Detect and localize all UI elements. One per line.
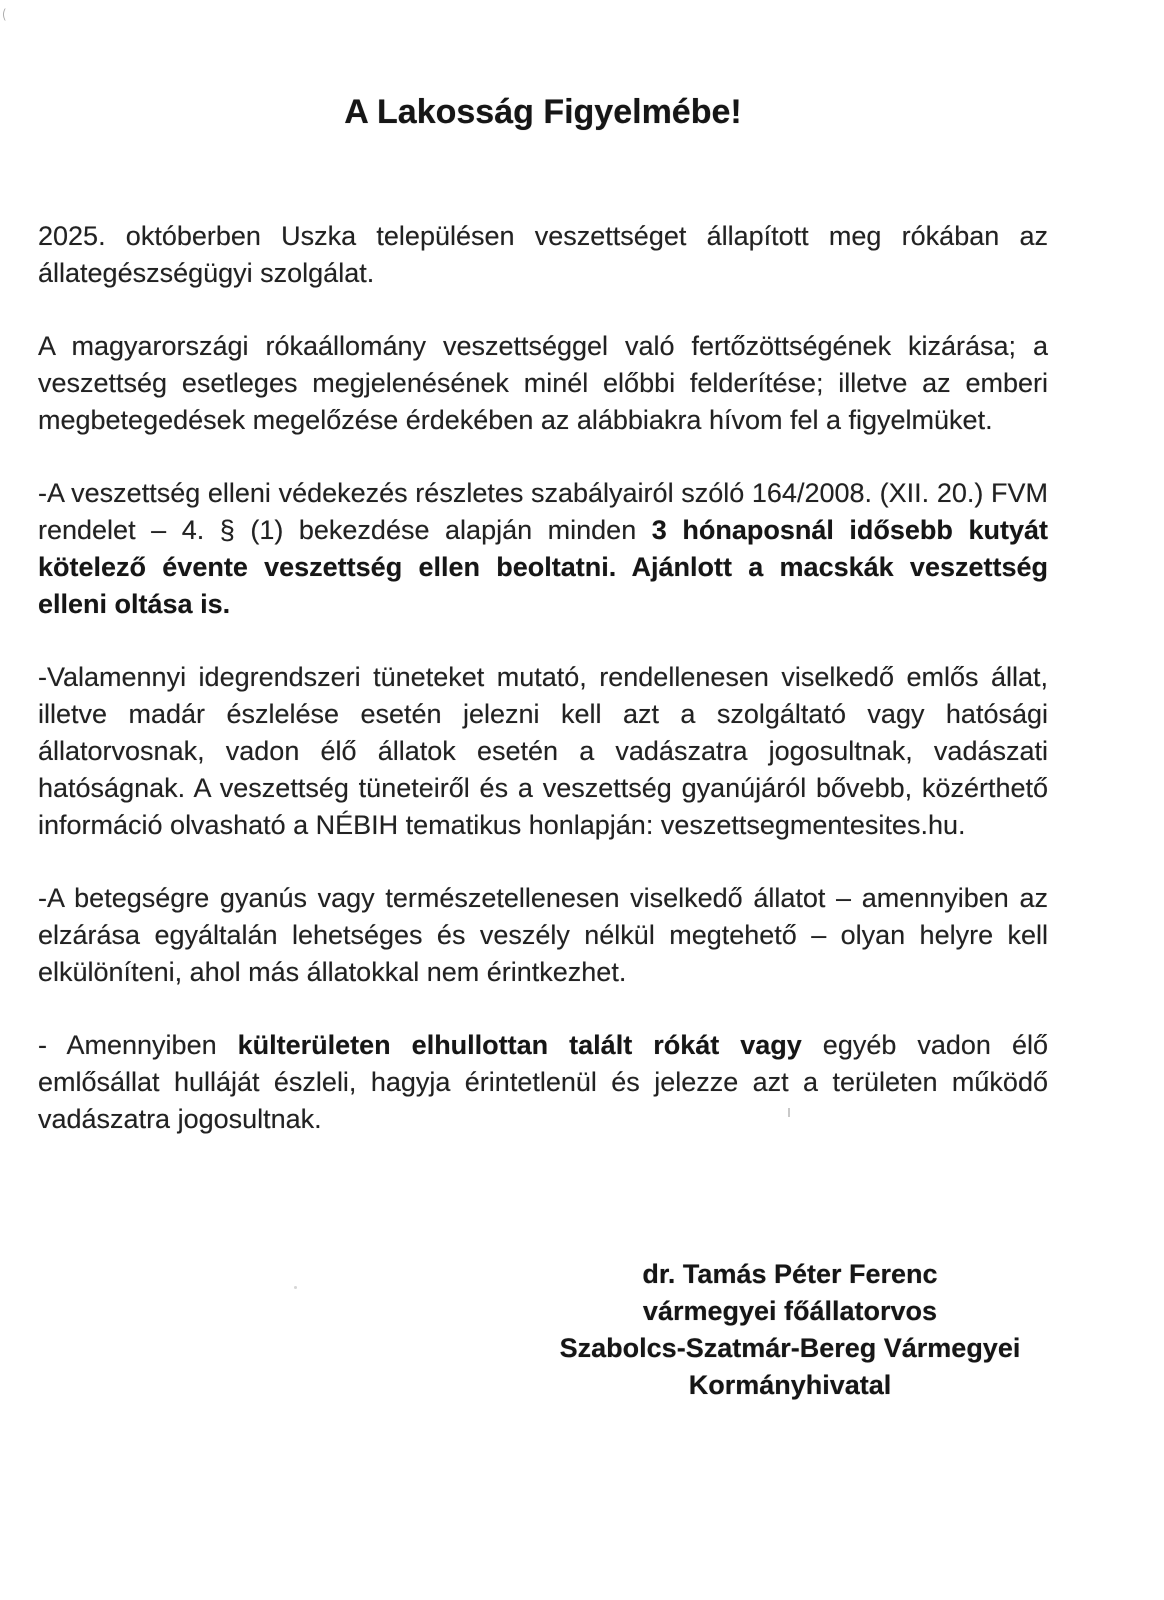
document-body (38, 218, 1048, 1138)
paragraph-text: - Amennyiben (38, 1030, 238, 1060)
paragraph (38, 218, 1048, 292)
scan-speck (788, 1108, 790, 1117)
page-title: A Lakosság Figyelmébe! (344, 93, 742, 131)
signature-line: dr. Tamás Péter Ferenc (642, 1259, 938, 1289)
scan-artifact-corner-mark: ( (2, 6, 6, 21)
paragraph (38, 880, 1048, 991)
paragraph (38, 1027, 1048, 1138)
paragraph-text: -A betegségre gyanús vagy természetellenesen viselkedő állatot – amennyiben az elzárása egyáltalán lehetséges és veszély nélkül megtehető – olyan helyre kell elkülöníteni, ahol más állatokkal nem érintkezhet. (38, 883, 1048, 987)
paragraph (38, 328, 1048, 439)
signature-line: Szabolcs-Szatmár-Bereg Vármegyei (559, 1333, 1021, 1363)
scan-speck (294, 1286, 297, 1289)
paragraph-text: -Valamennyi idegrendszeri tüneteket mutató, rendellenesen viselkedő emlős állat, illetve madár észlelése esetén jelezni kell azt a szolgáltató vagy hatósági állatorvosnak, vadon élő állatok esetén a vadászatra jogosultnak, vadászati hatóságnak. A veszettség tüneteiről és a veszettség gyanújáról bővebb, közérthető információ olvasható a NÉBIH tematikus honlapján: veszettsegmentesites.hu. (38, 662, 1048, 840)
signature-line: Kormányhivatal (688, 1370, 892, 1400)
paragraph-text-bold: 3 hónaposnál idősebb kutyát kötelező évente veszettség ellen beoltatni. Ajánlott a macskák veszettség elleni oltása is. (38, 515, 1048, 619)
paragraph (38, 659, 1048, 844)
paragraph-text: A magyarországi rókaállomány veszettséggel való fertőzöttségének kizárása; a veszettség esetleges megjelenésének minél előbbi felderítése; illetve az emberi megbetegedések megelőzése érdekében az alábbiakra hívom fel a figyelmüket. (38, 331, 1048, 435)
signature-line: vármegyei főállatorvos (642, 1296, 938, 1326)
paragraph-text: egyéb vadon élő emlősállat hulláját észleli, hagyja érintetlenül és jelezze azt a területen működő vadászatra jogosultnak. (38, 1030, 1048, 1134)
paragraph-text: -A veszettség elleni védekezés részletes szabályairól szóló 164/2008. (XII. 20.) FVM rendelet – 4. § (1) bekezdése alapján minden (38, 478, 1048, 545)
paragraph (38, 475, 1048, 623)
paragraph-text-bold: külterületen elhullottan talált rókát vagy (237, 1030, 823, 1060)
paragraph-text: 2025. októberben Uszka településen veszettséget állapított meg rókában az állategészségügyi szolgálat. (38, 221, 1048, 288)
signature-block (480, 1256, 1100, 1404)
